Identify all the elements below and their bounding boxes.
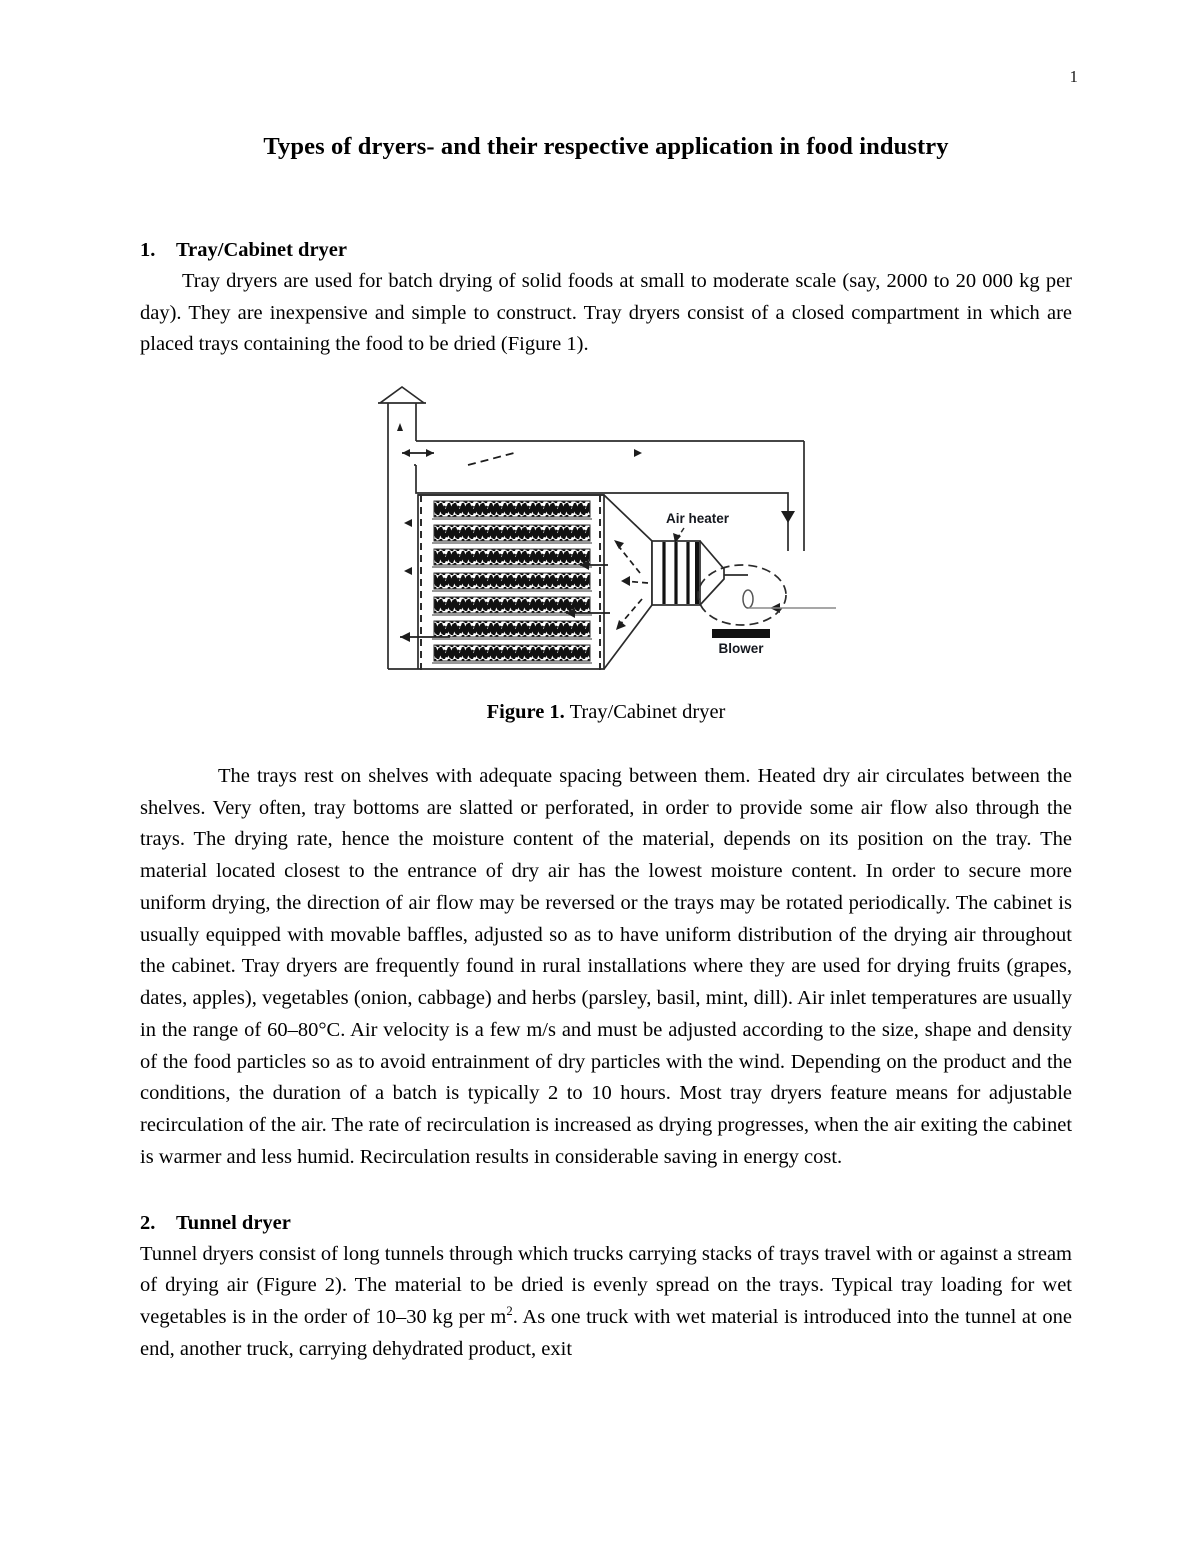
figure-1-diagram — [376, 383, 836, 683]
page-title: Types of dryers- and their respective application in food industry — [263, 133, 949, 160]
paragraph-tunnel-dryer — [140, 1239, 1072, 1366]
arrow-stack-up — [397, 423, 403, 431]
air-heater-label: Air heater — [666, 511, 730, 527]
tray-row — [432, 501, 592, 519]
document-content — [140, 130, 1072, 1366]
arrow-cabinet-left-1 — [404, 519, 412, 527]
blower-unit — [698, 565, 836, 638]
section-number-2: 2. — [140, 1211, 156, 1234]
tray-row — [432, 573, 592, 591]
section-title-1: Tray/Cabinet dryer — [176, 239, 347, 262]
tray-row — [432, 525, 592, 543]
tunnel-text-part-1: Tunnel dryers consist of long tunnels through which trucks carrying stacks of trays travel with or against a stream of drying air (Figure 2). The material to be dried is evenly spread on the trays. Typical tray loading for wet vegetables is in the order of 10–30 kg per m — [140, 1242, 1072, 1329]
paragraph-tray-dryer-intro: Tray dryers are used for batch drying of solid foods at small to moderate scale (say, 2000 to 20 000 kg per day). They are inexpensive and simple to construct. Tray dryers consist of a closed compartment in which are placed trays containing the food to be dried (Figure 1). — [140, 269, 1072, 356]
figure-caption-label: Figure 1. — [486, 701, 565, 724]
figure-1 — [140, 383, 1072, 727]
page-number: 1 — [1069, 67, 1078, 86]
section-title-2: Tunnel dryer — [176, 1211, 291, 1234]
tunnel-superscript: 2 — [506, 1304, 513, 1319]
tray-stack — [432, 501, 592, 663]
figure-1-caption — [140, 698, 1072, 727]
arrow-cabinet-left-2 — [404, 567, 412, 575]
tray-row — [432, 645, 592, 663]
arrow-duct-right — [634, 449, 642, 457]
arrow-damper-bidirectional — [402, 449, 434, 457]
section-heading-2 — [140, 1208, 1072, 1239]
paragraph-tray-dryer-details: The trays rest on shelves with adequate spacing between them. Heated dry air circulates between the shelves. Very often, tray bottoms are slatted or perforated, in order to provide some air flow also through the trays. The drying rate, hence the moisture content of the material, depends on its position on the tray. The material located closest to the entrance of dry air has the lowest moisture content. In order to secure more uniform drying, the direction of air flow may be reversed or the trays may be rotated periodically. The cabinet is usually equipped with movable baffles, adjusted so as to have uniform distribution of the drying air throughout the cabinet. Tray dryers are frequently found in rural installations where they are used for drying fruits (grapes, dates, apples), vegetables (onion, cabbage) and herbs (parsley, basil, mint, dill). Air inlet temperatures are usually in the range of 60–80°C. Air velocity is a few m/s and must be adjusted according to the size, shape and density of the food particles so as to avoid entrainment of dry particles with the wind. Depending on the product and the conditions, the duration of a batch is typically 2 to 10 hours. Most tray dryers feature means for adjustable recirculation of the air. The rate of recirculation is increased as drying progresses, when the air exiting the cabinet is warmer and less humid. Recirculation results in considerable saving in energy cost. — [140, 764, 1073, 1168]
section-heading-1 — [140, 235, 1072, 266]
tunnel-text-part-2: . As one truck with wet material is introduced into the tunnel at one end, another truck, carrying dehydrated product, exit — [140, 1306, 1072, 1360]
tray-row — [432, 621, 592, 639]
blower-label: Blower — [718, 641, 764, 657]
section-number-1: 1. — [140, 239, 156, 262]
arrow-return-down — [781, 511, 795, 523]
tray-row — [432, 549, 592, 567]
figure-caption-text: Tray/Cabinet dryer — [564, 701, 726, 724]
baffle-dashed-line — [468, 453, 514, 465]
